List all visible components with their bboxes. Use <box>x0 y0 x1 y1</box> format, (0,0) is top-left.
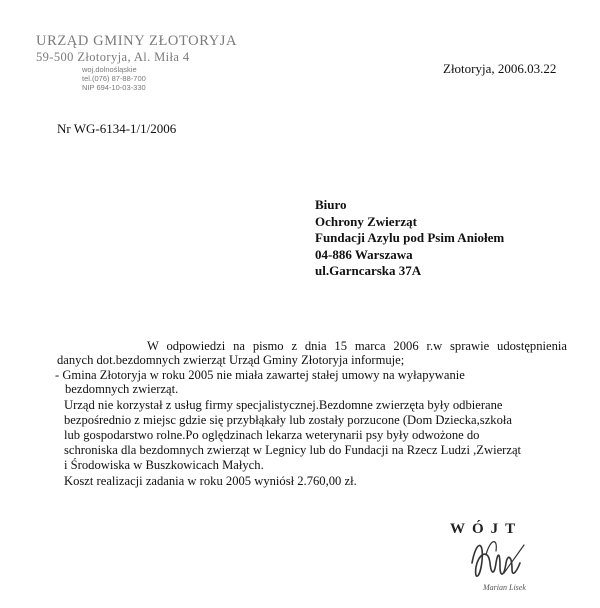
recipient-line: 04-886 Warszawa <box>315 246 413 262</box>
signature-name: Marian Lisek <box>483 583 526 592</box>
recipient-address <box>315 197 504 280</box>
recipient-line: ul.Garncarska 37A <box>315 263 422 278</box>
body-line: bezpośrednio z miejsc gdzie się przybłąkały lub zostały porzucone (Dom Dziecka,szkoła <box>64 413 512 427</box>
body-line: bezdomnych zwierząt. <box>65 382 179 396</box>
body-line: lub gospodarstwo rolne.Po oględzinach lekarza weterynarii psy były odwożone do <box>64 428 480 442</box>
stamp-address: 59-500 Złotoryja, Al. Miła 4 <box>36 50 190 64</box>
body-line: Koszt realizacji zadania w roku 2005 wyniósł 2.760,00 zł. <box>64 474 357 488</box>
recipient-line: Fundacji Azylu pod Psim Aniołem <box>315 230 505 245</box>
recipient-line: Ochrony Zwierząt <box>315 213 417 229</box>
stamp-office-name: URZĄD GMINY ZŁOTORYJA <box>36 33 238 49</box>
handwritten-signature <box>468 533 528 585</box>
reference-number: Nr WG-6134-1/1/2006 <box>57 121 177 136</box>
stamp-region: woj.dolnośląskie <box>82 65 137 74</box>
signature-title: WÓJT <box>450 521 523 537</box>
stamp-nip: NIP 694-10-03-330 <box>82 83 146 92</box>
body-line: Urząd nie korzystał z usług firmy specjalistycznej.Bezdomne zwierzęta były odbierane <box>64 398 503 412</box>
body-line: W odpowiedzi na pismo z dnia 15 marca 2006 r.w sprawie udostępnienia <box>147 339 567 353</box>
letter-date: Złotoryja, 2006.03.22 <box>443 61 557 76</box>
recipient-line: Biuro <box>315 197 347 212</box>
body-line: schroniska dla bezdomnych zwierząt w Legnicy lub do Fundacji na Rzecz Ludzi ,Zwierząt <box>64 443 522 457</box>
body-line: - Gmina Złotoryja w roku 2005 nie miała zawartej stałej umowy na wyłapywanie <box>55 368 465 382</box>
stamp-phone: tel.(076) 87-88-700 <box>82 74 146 83</box>
body-line: danych dot.bezdomnych zwierząt Urząd Gminy Złotoryja informuje; <box>57 353 405 367</box>
office-stamp <box>36 33 237 92</box>
body-line: i Środowiska w Buszkowicach Małych. <box>64 458 264 472</box>
